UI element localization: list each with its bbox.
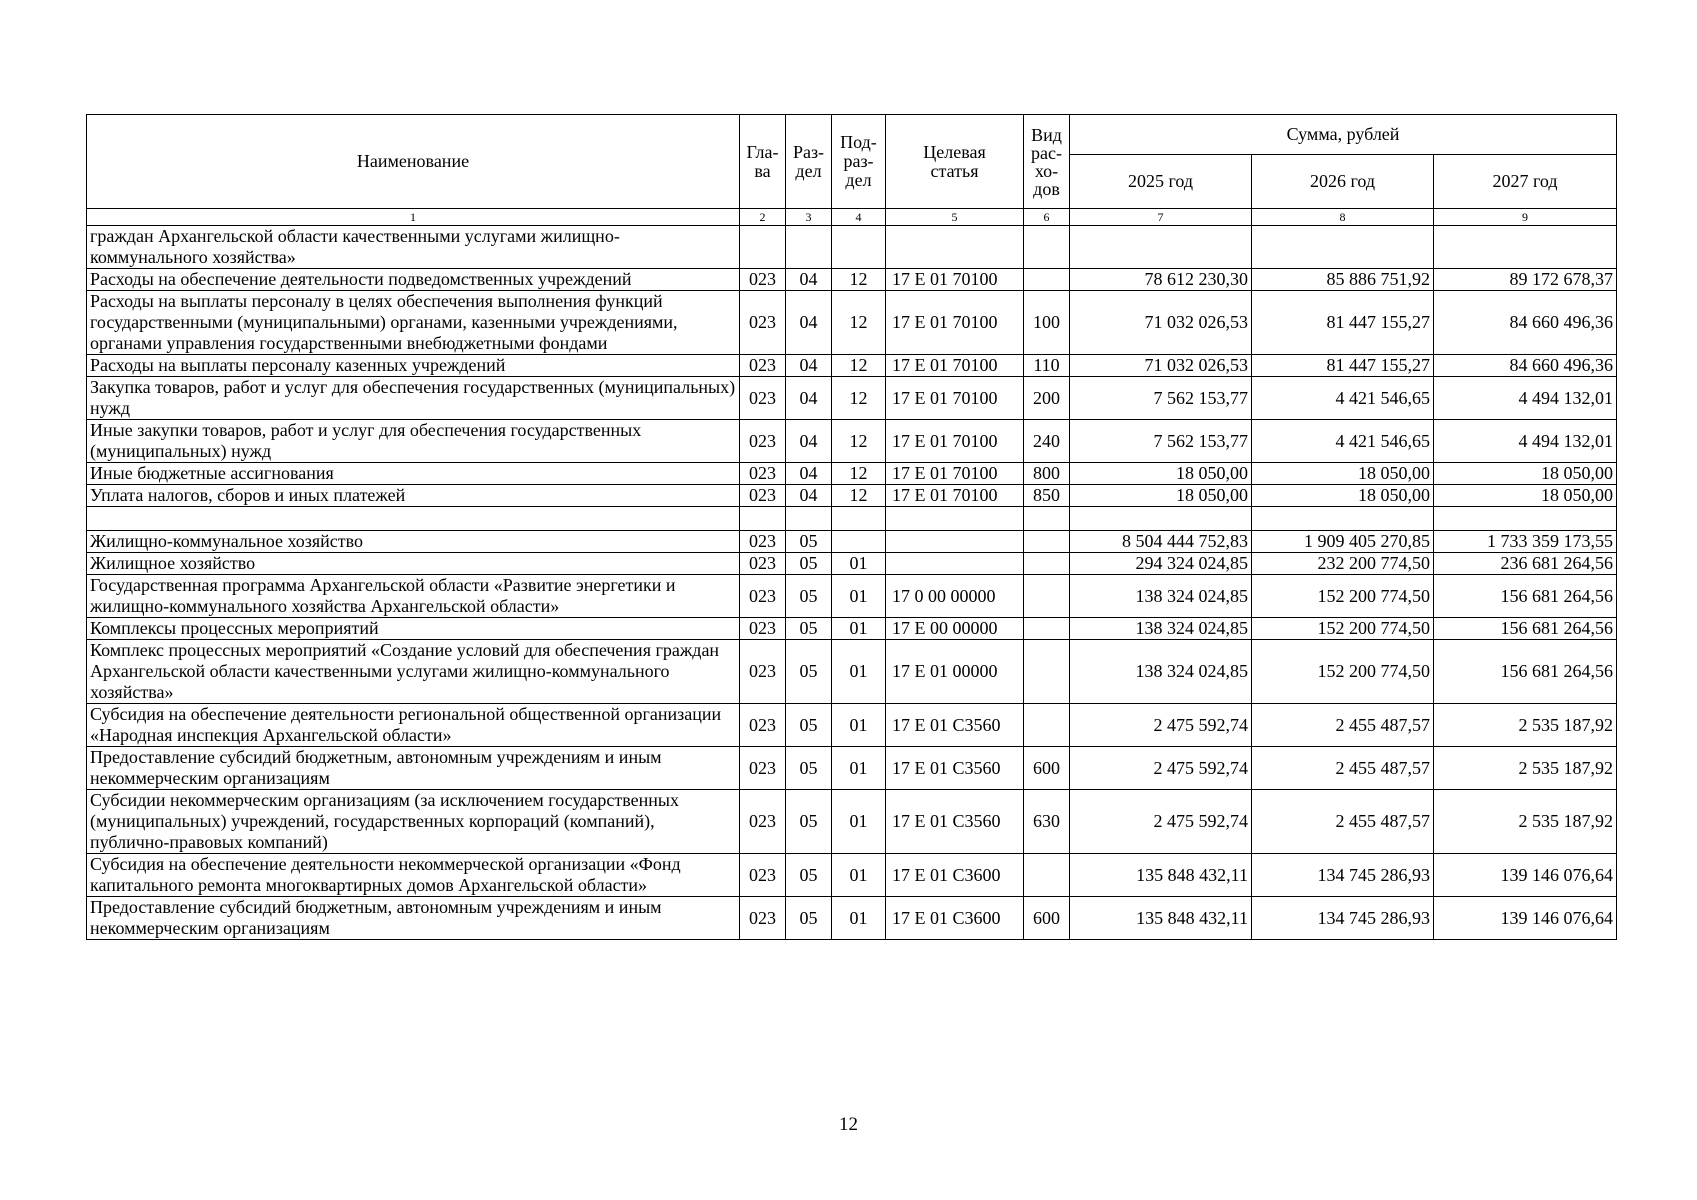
col-header-razdel: Раз- дел: [786, 115, 832, 209]
row-amount-2025-cell: 18 050,00: [1070, 463, 1252, 485]
row-name-cell: Предоставление субсидий бюджетным, автономным учреждениям и иным некоммерческим организациям: [87, 747, 740, 790]
table-row: [87, 226, 1617, 269]
row-amount-2027-cell: 18 050,00: [1434, 463, 1617, 485]
table-row: [87, 897, 1617, 940]
table-row: [87, 704, 1617, 747]
row-razdel-cell: 05: [786, 704, 832, 747]
col-header-2026: 2026 год: [1252, 155, 1434, 209]
row-name-cell: Субсидия на обеспечение деятельности некоммерческой организации «Фонд капитального ремонта многоквартирных домов Архангельской области»: [87, 854, 740, 897]
row-amount-2026-cell: 4 421 546,65: [1252, 420, 1434, 463]
col-header-2025: 2025 год: [1070, 155, 1252, 209]
col-index: 1: [87, 209, 740, 226]
row-glava-cell: 023: [740, 485, 786, 507]
row-amount-2025-cell: 2 475 592,74: [1070, 704, 1252, 747]
row-glava-cell: 023: [740, 377, 786, 420]
row-amount-2027-cell: 139 146 076,64: [1434, 854, 1617, 897]
row-razdel-cell: 05: [786, 640, 832, 704]
row-amount-2026-cell: 152 200 774,50: [1252, 618, 1434, 640]
col-header-name: Наименование: [87, 115, 740, 209]
row-razdel-cell: 04: [786, 463, 832, 485]
row-target-cell: 17 Е 01 70100: [886, 420, 1024, 463]
row-amount-2026-cell: 2 455 487,57: [1252, 704, 1434, 747]
column-index-row: [87, 209, 1617, 226]
row-podrazdel-cell: 01: [832, 897, 886, 940]
row-amount-2026-cell: 2 455 487,57: [1252, 747, 1434, 790]
row-vid-cell: [1024, 640, 1070, 704]
row-target-cell: [886, 531, 1024, 553]
row-target-cell: [886, 553, 1024, 575]
row-target-cell: 17 Е 00 00000: [886, 618, 1024, 640]
row-target-cell: 17 Е 01 70100: [886, 485, 1024, 507]
table-row: [87, 507, 1617, 531]
row-glava-cell: 023: [740, 747, 786, 790]
row-amount-2027-cell: 2 535 187,92: [1434, 704, 1617, 747]
row-amount-2025-cell: 8 504 444 752,83: [1070, 531, 1252, 553]
row-name-cell: Расходы на выплаты персоналу в целях обеспечения выполнения функций государственными (муниципальными) органами, казенными учреждениями, органами управления государственными внебюджетными фондами: [87, 291, 740, 355]
row-podrazdel-cell: 12: [832, 377, 886, 420]
row-vid-cell: [1024, 507, 1070, 531]
col-index: 3: [786, 209, 832, 226]
row-target-cell: 17 Е 01 00000: [886, 640, 1024, 704]
row-glava-cell: 023: [740, 463, 786, 485]
row-target-cell: [886, 507, 1024, 531]
table-row: [87, 291, 1617, 355]
row-amount-2026-cell: 134 745 286,93: [1252, 854, 1434, 897]
row-podrazdel-cell: 12: [832, 269, 886, 291]
row-razdel-cell: 05: [786, 575, 832, 618]
row-amount-2026-cell: 81 447 155,27: [1252, 355, 1434, 377]
row-podrazdel-cell: 01: [832, 854, 886, 897]
row-target-cell: 17 Е 01 С3560: [886, 704, 1024, 747]
row-target-cell: 17 Е 01 70100: [886, 463, 1024, 485]
row-razdel-cell: 05: [786, 747, 832, 790]
row-amount-2027-cell: 89 172 678,37: [1434, 269, 1617, 291]
row-razdel-cell: 04: [786, 291, 832, 355]
table-row: [87, 854, 1617, 897]
row-target-cell: 17 Е 01 С3560: [886, 747, 1024, 790]
row-amount-2026-cell: [1252, 507, 1434, 531]
row-razdel-cell: [786, 226, 832, 269]
row-amount-2025-cell: [1070, 226, 1252, 269]
row-amount-2026-cell: 18 050,00: [1252, 485, 1434, 507]
row-amount-2027-cell: 236 681 264,56: [1434, 553, 1617, 575]
row-podrazdel-cell: 01: [832, 553, 886, 575]
table-row: [87, 377, 1617, 420]
row-podrazdel-cell: [832, 531, 886, 553]
col-header-podrazdel: Под- раз- дел: [832, 115, 886, 209]
col-index: 4: [832, 209, 886, 226]
row-name-cell: Жилищно-коммунальное хозяйство: [87, 531, 740, 553]
row-amount-2025-cell: 294 324 024,85: [1070, 553, 1252, 575]
col-header-target: Целевая статья: [886, 115, 1024, 209]
row-vid-cell: 850: [1024, 485, 1070, 507]
row-amount-2027-cell: [1434, 507, 1617, 531]
row-vid-cell: 800: [1024, 463, 1070, 485]
row-name-cell: Субсидия на обеспечение деятельности региональной общественной организации «Народная инспекция Архангельской области»: [87, 704, 740, 747]
row-razdel-cell: 05: [786, 854, 832, 897]
row-amount-2025-cell: 135 848 432,11: [1070, 854, 1252, 897]
row-razdel-cell: 05: [786, 897, 832, 940]
row-podrazdel-cell: 01: [832, 790, 886, 854]
col-header-vid: Вид рас- хо- дов: [1024, 115, 1070, 209]
row-amount-2025-cell: 138 324 024,85: [1070, 618, 1252, 640]
table-row: [87, 269, 1617, 291]
row-name-cell: Уплата налогов, сборов и иных платежей: [87, 485, 740, 507]
row-name-cell: Государственная программа Архангельской области «Развитие энергетики и жилищно-коммунального хозяйства Архангельской области»: [87, 575, 740, 618]
row-vid-cell: [1024, 269, 1070, 291]
row-name-cell: Предоставление субсидий бюджетным, автономным учреждениям и иным некоммерческим организациям: [87, 897, 740, 940]
row-amount-2026-cell: 18 050,00: [1252, 463, 1434, 485]
row-amount-2026-cell: 134 745 286,93: [1252, 897, 1434, 940]
table-row: [87, 420, 1617, 463]
page-number: 12: [839, 1114, 858, 1135]
table-row: [87, 553, 1617, 575]
row-name-cell: Иные бюджетные ассигнования: [87, 463, 740, 485]
row-amount-2027-cell: 18 050,00: [1434, 485, 1617, 507]
row-glava-cell: [740, 226, 786, 269]
table-header: [87, 115, 1617, 226]
row-podrazdel-cell: 01: [832, 747, 886, 790]
table-row: [87, 485, 1617, 507]
row-name-cell: Субсидии некоммерческим организациям (за исключением государственных (муниципальных) учреждений, государственных корпораций (компаний), публично-правовых компаний): [87, 790, 740, 854]
row-amount-2026-cell: 2 455 487,57: [1252, 790, 1434, 854]
row-target-cell: 17 Е 01 70100: [886, 269, 1024, 291]
row-target-cell: 17 Е 01 70100: [886, 355, 1024, 377]
row-vid-cell: [1024, 553, 1070, 575]
row-name-cell: Закупка товаров, работ и услуг для обеспечения государственных (муниципальных) нужд: [87, 377, 740, 420]
table-row: [87, 790, 1617, 854]
row-glava-cell: 023: [740, 640, 786, 704]
row-podrazdel-cell: [832, 507, 886, 531]
row-target-cell: [886, 226, 1024, 269]
row-amount-2025-cell: 2 475 592,74: [1070, 747, 1252, 790]
row-razdel-cell: [786, 507, 832, 531]
row-target-cell: 17 Е 01 С3600: [886, 897, 1024, 940]
row-glava-cell: 023: [740, 291, 786, 355]
row-amount-2025-cell: 78 612 230,30: [1070, 269, 1252, 291]
col-header-sum: Сумма, рублей: [1070, 115, 1617, 155]
row-target-cell: 17 Е 01 70100: [886, 291, 1024, 355]
row-glava-cell: [740, 507, 786, 531]
row-amount-2027-cell: 156 681 264,56: [1434, 640, 1617, 704]
row-podrazdel-cell: 01: [832, 640, 886, 704]
row-razdel-cell: 04: [786, 485, 832, 507]
row-amount-2026-cell: [1252, 226, 1434, 269]
row-vid-cell: 200: [1024, 377, 1070, 420]
row-amount-2026-cell: 232 200 774,50: [1252, 553, 1434, 575]
row-amount-2025-cell: 2 475 592,74: [1070, 790, 1252, 854]
row-amount-2027-cell: 4 494 132,01: [1434, 377, 1617, 420]
row-glava-cell: 023: [740, 618, 786, 640]
row-target-cell: 17 0 00 00000: [886, 575, 1024, 618]
row-podrazdel-cell: 01: [832, 618, 886, 640]
row-amount-2025-cell: 138 324 024,85: [1070, 575, 1252, 618]
row-amount-2025-cell: 71 032 026,53: [1070, 355, 1252, 377]
table-row: [87, 640, 1617, 704]
row-glava-cell: 023: [740, 854, 786, 897]
row-amount-2027-cell: 156 681 264,56: [1434, 575, 1617, 618]
row-amount-2026-cell: 152 200 774,50: [1252, 640, 1434, 704]
row-target-cell: 17 Е 01 С3560: [886, 790, 1024, 854]
row-podrazdel-cell: [832, 226, 886, 269]
row-name-cell: Жилищное хозяйство: [87, 553, 740, 575]
row-razdel-cell: 04: [786, 377, 832, 420]
col-header-2027: 2027 год: [1434, 155, 1617, 209]
row-amount-2027-cell: [1434, 226, 1617, 269]
row-amount-2025-cell: 7 562 153,77: [1070, 420, 1252, 463]
row-podrazdel-cell: 12: [832, 485, 886, 507]
row-podrazdel-cell: 12: [832, 355, 886, 377]
row-vid-cell: 240: [1024, 420, 1070, 463]
col-index: 2: [740, 209, 786, 226]
row-glava-cell: 023: [740, 420, 786, 463]
row-target-cell: 17 Е 01 70100: [886, 377, 1024, 420]
row-razdel-cell: 05: [786, 553, 832, 575]
row-glava-cell: 023: [740, 790, 786, 854]
row-razdel-cell: 05: [786, 531, 832, 553]
row-vid-cell: 110: [1024, 355, 1070, 377]
row-amount-2025-cell: 18 050,00: [1070, 485, 1252, 507]
row-amount-2027-cell: 84 660 496,36: [1434, 355, 1617, 377]
row-podrazdel-cell: 01: [832, 704, 886, 747]
row-vid-cell: [1024, 575, 1070, 618]
row-glava-cell: 023: [740, 575, 786, 618]
row-amount-2026-cell: 152 200 774,50: [1252, 575, 1434, 618]
row-amount-2027-cell: 4 494 132,01: [1434, 420, 1617, 463]
row-vid-cell: 600: [1024, 747, 1070, 790]
row-vid-cell: [1024, 618, 1070, 640]
row-name-cell: Иные закупки товаров, работ и услуг для обеспечения государственных (муниципальных) нужд: [87, 420, 740, 463]
row-vid-cell: 630: [1024, 790, 1070, 854]
row-amount-2026-cell: 1 909 405 270,85: [1252, 531, 1434, 553]
row-amount-2027-cell: 2 535 187,92: [1434, 790, 1617, 854]
row-amount-2027-cell: 139 146 076,64: [1434, 897, 1617, 940]
row-vid-cell: 600: [1024, 897, 1070, 940]
row-vid-cell: [1024, 226, 1070, 269]
col-index: 8: [1252, 209, 1434, 226]
table-row: [87, 355, 1617, 377]
col-index: 9: [1434, 209, 1617, 226]
row-name-cell: Комплекс процессных мероприятий «Создание условий для обеспечения граждан Архангельской области качественными услугами жилищно-коммунального хозяйства»: [87, 640, 740, 704]
table-row: [87, 531, 1617, 553]
row-amount-2026-cell: 81 447 155,27: [1252, 291, 1434, 355]
row-vid-cell: [1024, 531, 1070, 553]
row-razdel-cell: 04: [786, 355, 832, 377]
row-amount-2027-cell: 156 681 264,56: [1434, 618, 1617, 640]
row-vid-cell: [1024, 854, 1070, 897]
row-podrazdel-cell: 12: [832, 291, 886, 355]
row-name-cell: [87, 507, 740, 531]
row-glava-cell: 023: [740, 704, 786, 747]
row-amount-2025-cell: 135 848 432,11: [1070, 897, 1252, 940]
row-amount-2027-cell: 1 733 359 173,55: [1434, 531, 1617, 553]
budget-table: [86, 114, 1617, 940]
row-vid-cell: [1024, 704, 1070, 747]
row-amount-2025-cell: 71 032 026,53: [1070, 291, 1252, 355]
row-glava-cell: 023: [740, 355, 786, 377]
row-target-cell: 17 Е 01 С3600: [886, 854, 1024, 897]
row-razdel-cell: 04: [786, 420, 832, 463]
row-podrazdel-cell: 01: [832, 575, 886, 618]
table-row: [87, 575, 1617, 618]
row-glava-cell: 023: [740, 269, 786, 291]
table-row: [87, 618, 1617, 640]
row-glava-cell: 023: [740, 531, 786, 553]
row-amount-2027-cell: 2 535 187,92: [1434, 747, 1617, 790]
row-name-cell: Комплексы процессных мероприятий: [87, 618, 740, 640]
row-amount-2025-cell: [1070, 507, 1252, 531]
table-row: [87, 463, 1617, 485]
row-podrazdel-cell: 12: [832, 463, 886, 485]
row-name-cell: Расходы на выплаты персоналу казенных учреждений: [87, 355, 740, 377]
row-vid-cell: 100: [1024, 291, 1070, 355]
row-razdel-cell: 05: [786, 790, 832, 854]
row-glava-cell: 023: [740, 553, 786, 575]
row-name-cell: граждан Архангельской области качественными услугами жилищно-коммунального хозяйства»: [87, 226, 740, 269]
table-body: [87, 226, 1617, 940]
row-amount-2026-cell: 4 421 546,65: [1252, 377, 1434, 420]
row-name-cell: Расходы на обеспечение деятельности подведомственных учреждений: [87, 269, 740, 291]
col-index: 6: [1024, 209, 1070, 226]
table-row: [87, 747, 1617, 790]
col-index: 7: [1070, 209, 1252, 226]
row-amount-2025-cell: 138 324 024,85: [1070, 640, 1252, 704]
col-index: 5: [886, 209, 1024, 226]
row-razdel-cell: 05: [786, 618, 832, 640]
row-glava-cell: 023: [740, 897, 786, 940]
row-razdel-cell: 04: [786, 269, 832, 291]
row-podrazdel-cell: 12: [832, 420, 886, 463]
row-amount-2026-cell: 85 886 751,92: [1252, 269, 1434, 291]
budget-table-sheet: [86, 114, 1616, 940]
row-amount-2027-cell: 84 660 496,36: [1434, 291, 1617, 355]
col-header-glava: Гла- ва: [740, 115, 786, 209]
row-amount-2025-cell: 7 562 153,77: [1070, 377, 1252, 420]
